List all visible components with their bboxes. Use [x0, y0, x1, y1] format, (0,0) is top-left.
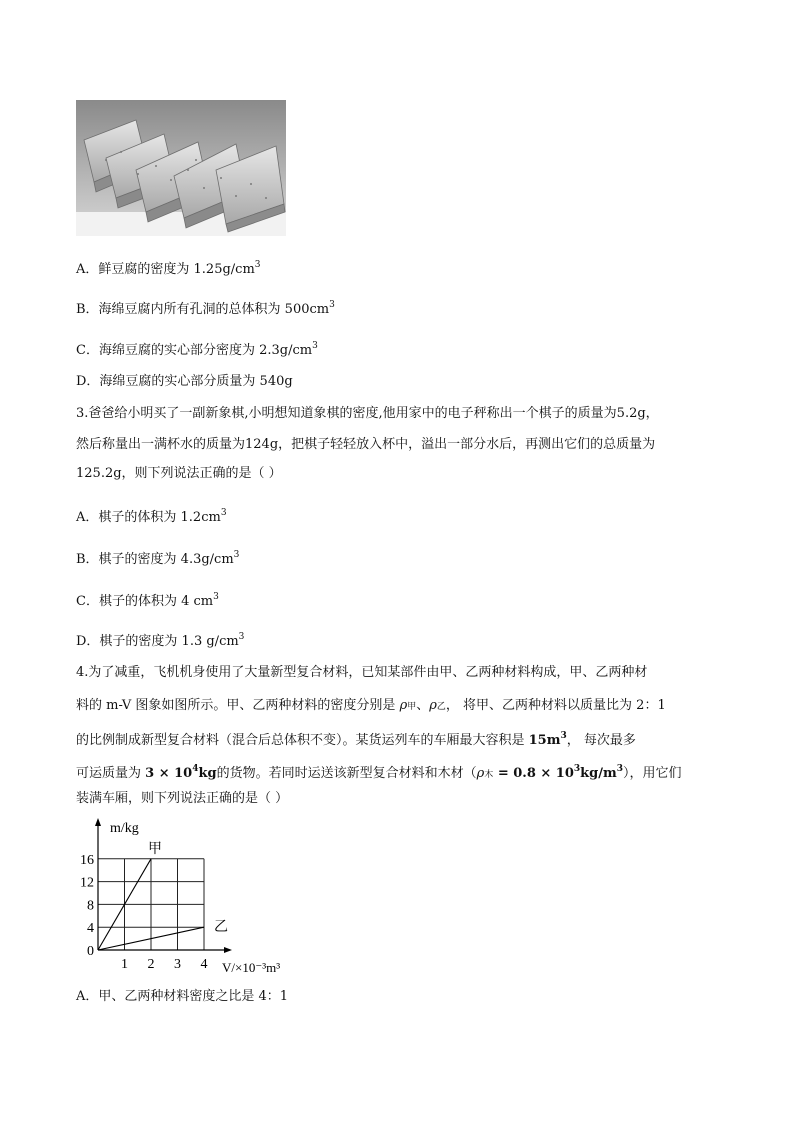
q4-stem-line1: 4.为了减重，飞机机身使用了大量新型复合材料，已知某部件由甲、乙两种材料构成，甲、乙两种材 — [76, 665, 648, 680]
series-label-jia: 甲 — [148, 840, 162, 857]
q2-option-b: B．海绵豆腐内所有孔洞的总体积为 $500cm^3$ — [76, 300, 335, 317]
mass-value: $3 \times 10^4kg$ — [145, 764, 217, 781]
q3-option-a: A．棋子的体积为 $1.2cm^3$ — [76, 508, 227, 525]
q2-option-c: C．海绵豆腐的实心部分密度为 $2.3g/cm^3$ — [76, 341, 318, 358]
y-tick-label: 16 — [80, 852, 94, 868]
chart-axes — [95, 818, 232, 953]
x-axis-label: V/×10⁻³m³ — [222, 960, 281, 975]
q4-stem-line5: 装满车厢，则下列说法正确的是（ ） — [76, 791, 289, 806]
q3-stem-line2: 然后称量出一满杯水的质量为124g，把棋子轻轻放入杯中，溢出一部分水后，再测出它们的总质量为 — [76, 437, 656, 452]
y-tick-label: 4 — [87, 921, 94, 937]
x-tick-label: 4 — [200, 957, 208, 972]
y-axis-arrow — [95, 818, 101, 826]
q3-stem-line1: 3.爸爸给小明买了一副新象棋,小明想知道象棋的密度,他用家中的电子秤称出一个棋子的质量为5.2g， — [76, 406, 659, 421]
q3-option-d: D．棋子的密度为 1.3 $g/cm^3$ — [76, 632, 245, 649]
chart-grid — [98, 859, 204, 950]
q3-stem-line3: 125.2g，则下列说法正确的是（ ） — [76, 466, 282, 481]
q3-option-c: C．棋子的体积为 4 $cm^3$ — [76, 592, 219, 609]
wood-density-value: = $0.8 \times 10^3kg/m^3$ — [493, 764, 624, 781]
x-axis-arrow — [224, 947, 232, 953]
q2-option-a: A．鲜豆腐的密度为 $1.25g/cm^3$ — [76, 260, 261, 277]
y-tick-label: 12 — [80, 875, 94, 891]
volume-value: $15m^3$ — [528, 731, 567, 748]
series-label-yi: 乙 — [214, 919, 228, 936]
q2-option-d: D．海绵豆腐的实心部分质量为 540g — [76, 374, 293, 389]
q4-stem-line3: 的比例制成新型复合材料（混合后总体积不变）。某货运列车的车厢最大容积是 $15m^3$， 每次最多 — [76, 731, 636, 748]
y-tick-label: 8 — [87, 898, 94, 914]
y-axis-label: m/kg — [110, 821, 139, 836]
mv-graph-svg — [76, 812, 316, 982]
x-tick-label: 3 — [174, 957, 181, 972]
mv-graph — [76, 812, 316, 982]
x-tick-label: 2 — [147, 957, 155, 972]
x-tick-label: 1 — [121, 957, 128, 972]
q3-option-b: B．棋子的密度为 $4.3g/cm^3$ — [76, 550, 240, 567]
q4-stem-line4: 可运质量为 $3 \times 10^4kg$的货物。若同时运送该新型复合材料和木材（ρ木 = $0.8 \times 10^3kg/m^3$），用它们 — [76, 764, 682, 781]
q4-stem-line2: 料的 m-V 图象如图所示。甲、乙两种材料的密度分别是 ρ甲、ρ乙， 将甲、乙两种材料以质量比为 2：1 — [76, 698, 666, 713]
y-tick-label: 0 — [87, 944, 94, 959]
q4-option-a: A．甲、乙两种材料密度之比是 4：1 — [76, 989, 289, 1004]
chart-labels — [80, 821, 280, 975]
tofu-photo — [76, 100, 286, 236]
